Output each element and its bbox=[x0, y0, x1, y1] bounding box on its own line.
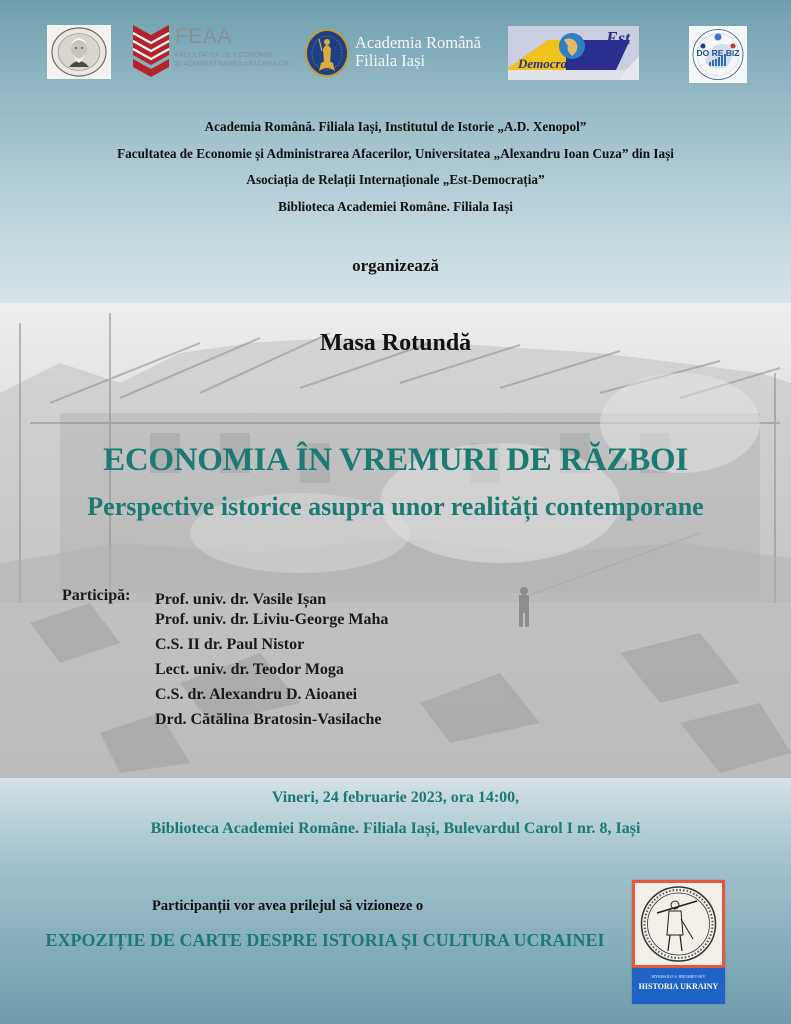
event-type: Masa Rotundă bbox=[319, 330, 472, 356]
dorebiz-logo bbox=[689, 26, 747, 83]
participant-item: C.S. II dr. Paul Nistor bbox=[155, 636, 305, 654]
feaa-chevron-icon bbox=[133, 25, 171, 77]
est-democratia-est: Est bbox=[606, 28, 631, 48]
participant-item: Prof. univ. dr. Vasile Ișan bbox=[155, 591, 327, 608]
participant-item: Lect. univ. dr. Teodor Moga bbox=[155, 661, 344, 679]
feaa-logo-line1: FACULTATEA DE ECONOMIE bbox=[175, 50, 273, 59]
event-place: Biblioteca Academiei Române. Filiala Iași, Bulevardul Carol I nr. 8, Iași bbox=[150, 820, 641, 837]
book-author: MYKHAILO S. HRUSHEVSKY bbox=[651, 974, 706, 979]
historia-ukrainy-book-cover bbox=[632, 880, 725, 1004]
book-cover-title-band bbox=[632, 968, 725, 1004]
organizeaza-heading: organizează bbox=[352, 256, 439, 275]
participant-item: Prof. univ. dr. Liviu-George Maha bbox=[155, 611, 389, 629]
participant-item: C.S. dr. Alexandru D. Aioanei bbox=[155, 686, 358, 704]
participants-label: Participă: bbox=[62, 587, 131, 604]
academia-romana-logo bbox=[303, 27, 493, 81]
xenopol-medallion-icon bbox=[47, 25, 111, 79]
participants-list bbox=[155, 587, 388, 737]
event-subtitle: Perspective istorice asupra unor realități contemporane bbox=[87, 492, 704, 521]
event-title: ECONOMIA ÎN VREMURI DE RĂZBOI bbox=[103, 442, 688, 478]
academia-logo-line2: Filiala Iași bbox=[355, 51, 426, 70]
participant-item: Drd. Cătălina Bratosin-Vasilache bbox=[155, 711, 382, 729]
book-cover-illustration bbox=[635, 883, 722, 965]
organizer-line: Facultatea de Economie și Administrarea Afacerilor, Universitatea „Alexandru Ioan Cuza” din Iași bbox=[117, 145, 674, 161]
academia-seal-icon bbox=[303, 27, 351, 79]
ruins-illustration bbox=[0, 303, 791, 778]
organizers-list bbox=[0, 114, 791, 220]
event-date: Vineri, 24 februarie 2023, ora 14:00, bbox=[271, 789, 520, 806]
book-title: HISTORIA UKRAINY bbox=[638, 982, 719, 991]
exhibition-title: EXPOZIȚIE DE CARTE DESPRE ISTORIA ȘI CULTURA UCRAINEI bbox=[45, 930, 605, 950]
organizer-line: Academia Română. Filiala Iași, Institutul de Istorie „A.D. Xenopol” bbox=[204, 119, 587, 134]
feaa-logo-title: FEAA bbox=[175, 25, 232, 48]
cossack-medallion-icon bbox=[635, 883, 722, 965]
est-democratia-logo bbox=[508, 26, 639, 80]
organizer-line: Biblioteca Academiei Române. Filiala Iași bbox=[278, 198, 513, 214]
feaa-logo bbox=[133, 25, 290, 77]
academia-logo-line1: Academia Română bbox=[355, 33, 481, 52]
xenopol-institute-logo bbox=[47, 25, 111, 79]
organizer-line: Asociația de Relații Internaționale „Est-Democrația” bbox=[246, 172, 545, 187]
exhibition-intro: Participanții vor avea prilejul să vizioneze o bbox=[152, 898, 424, 914]
feaa-logo-line2: ȘI ADMINISTRAREA AFACERILOR bbox=[175, 59, 290, 68]
dorebiz-logo-name: DO RE BIZ bbox=[696, 48, 740, 58]
est-democratia-name: Democratia bbox=[518, 56, 581, 71]
war-ruins-background-photo bbox=[0, 303, 791, 778]
